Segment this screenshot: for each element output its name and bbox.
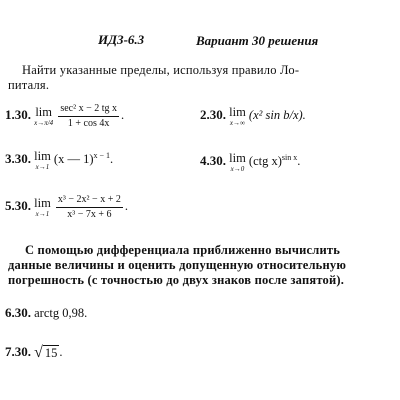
problem-number: 6.30. [5,305,31,320]
limit-word: lim [35,105,52,119]
limit-subscript: x→0 [230,164,245,173]
document-code: ИДЗ-6.3 [98,32,145,47]
tail: . [59,345,63,359]
numerator: x³ − 2x² − x + 2 [56,194,123,208]
differential-line-1: С помощью дифференциала приближенно вычислить [25,243,341,257]
expression: (x² sin b/x). [248,108,306,123]
limit-word: lim [229,105,246,119]
limit-subscript: x→1 [35,209,50,218]
limit-subscript: x→1 [35,162,50,171]
radical-sign: √ [34,344,43,362]
problem-number: 7.30. [5,344,31,359]
tail: . [297,154,301,169]
problem-4 [200,152,300,173]
limit-operator [34,106,53,127]
problem-3 [5,150,113,171]
problem-1 [5,103,124,130]
numerator: sec² x − 2 tg x [58,103,119,117]
tail: . [121,108,125,123]
problem-number: 2.30. [200,107,226,123]
expression-base: (x — 1) [53,152,94,167]
square-root [34,344,59,362]
differential-line-3: погрешность (с точностью до двух знаков после запятой). [8,273,345,287]
tail: . [110,152,114,167]
problem-number: 4.30. [200,153,226,169]
fraction [56,194,123,221]
problem-number: 1.30. [5,107,31,123]
differential-line-2: данные величины и оценить допущенную относительную [8,258,347,272]
problem-6 [5,305,87,321]
radicand: 15 [44,346,58,361]
denominator: x³ − 7x + 6 [67,208,112,220]
expression-exponent: x − 1 [93,150,111,160]
limit-word: lim [34,149,51,163]
problem-2 [200,106,306,127]
limit-subscript: x→∞ [229,118,246,127]
expression: arctg 0,98. [34,306,88,320]
denominator: 1 + cos 4x [67,117,110,129]
limit-word: lim [229,151,246,165]
problem-number: 3.30. [5,151,31,167]
problem-5 [5,194,128,221]
problem-number: 5.30. [5,198,31,214]
expression-base: (ctg x) [248,154,282,169]
limit-operator [34,150,51,171]
variant-title: Вариант 30 решения [196,33,319,48]
tail: . [124,199,128,214]
limit-operator [229,106,246,127]
limit-operator [229,152,246,173]
intro-line-2: питаля. [8,78,50,92]
intro-line-1: Найти указанные пределы, используя правило Ло- [22,63,300,77]
limit-operator [34,197,51,218]
expression-exponent: sin x [281,152,298,162]
limit-word: lim [34,196,51,210]
problem-7 [5,344,63,362]
fraction [58,103,119,130]
limit-subscript: x→π/4 [34,118,54,127]
